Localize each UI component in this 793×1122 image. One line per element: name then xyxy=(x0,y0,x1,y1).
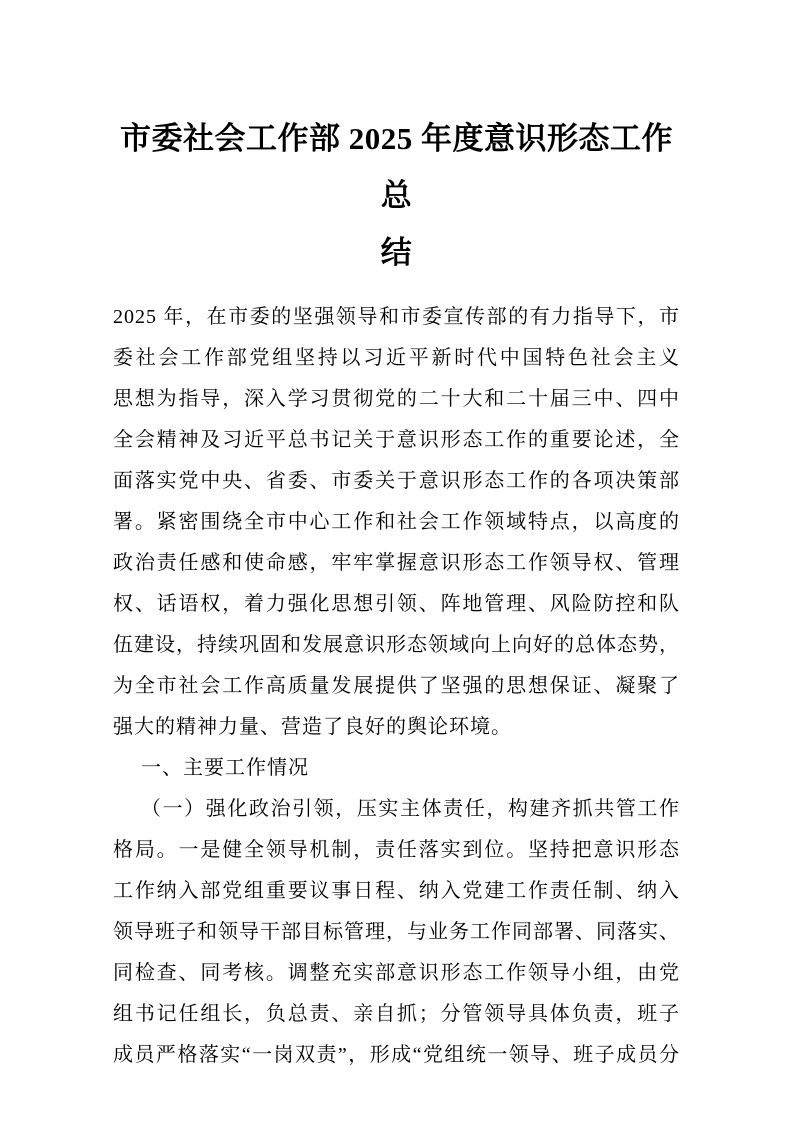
document-body xyxy=(113,297,680,1076)
paragraph-section-1 xyxy=(113,789,680,1076)
text-line: 政治责任感和使命感，牢牢掌握意识形态工作领导权、管理 xyxy=(113,552,680,574)
text-line: 全会精神及习近平总书记关于意识形态工作的重要论述，全 xyxy=(113,429,680,451)
text-line: 工作纳入部党组重要议事日程、纳入党建工作责任制、纳入 xyxy=(113,880,680,902)
text-line: 格局。一是健全领导机制，责任落实到位。坚持把意识形态 xyxy=(113,839,680,861)
text-line: 伍建设，持续巩固和发展意识形态领域向上向好的总体态势， xyxy=(113,634,680,656)
document-title xyxy=(113,110,680,281)
text-line: 2025 年，在市委的坚强领导和市委宣传部的有力指导下，市 xyxy=(113,306,680,328)
text-line: 领导班子和领导干部目标管理，与业务工作同部署、同落实、 xyxy=(113,921,680,943)
text-line: 面落实党中央、省委、市委关于意识形态工作的各项决策部 xyxy=(113,470,680,492)
text-line: 思想为指导，深入学习贯彻党的二十大和二十届三中、四中 xyxy=(113,388,680,410)
title-line-2: 结 xyxy=(380,235,413,270)
text-line: 强大的精神力量、营造了良好的舆论环境。 xyxy=(113,716,512,738)
text-line: 为全市社会工作高质量发展提供了坚强的思想保证、凝聚了 xyxy=(113,675,680,697)
text-line: 署。紧密围绕全市中心工作和社会工作领域特点，以高度的 xyxy=(113,511,680,533)
text-line: 同检查、同考核。调整充实部意识形态工作领导小组，由党 xyxy=(113,962,680,984)
text-line: 委社会工作部党组坚持以习近平新时代中国特色社会主义 xyxy=(113,347,680,369)
text-line: 成员严格落实“一岗双责”，形成“党组统一领导、班子成员分 xyxy=(113,1044,680,1066)
title-line-1: 市委社会工作部 2025 年度意识形态工作总 xyxy=(120,121,673,213)
text-line: 权、话语权，着力强化思想引领、阵地管理、风险防控和队 xyxy=(113,593,680,615)
section-heading-1: 一、主要工作情况 xyxy=(141,757,309,779)
text-line: （一）强化政治引领，压实主体责任，构建齐抓共管工作 xyxy=(141,798,680,820)
text-line: 组书记任组长，负总责、亲自抓；分管领导具体负责，班子 xyxy=(113,1003,680,1025)
paragraph-intro xyxy=(113,297,680,748)
